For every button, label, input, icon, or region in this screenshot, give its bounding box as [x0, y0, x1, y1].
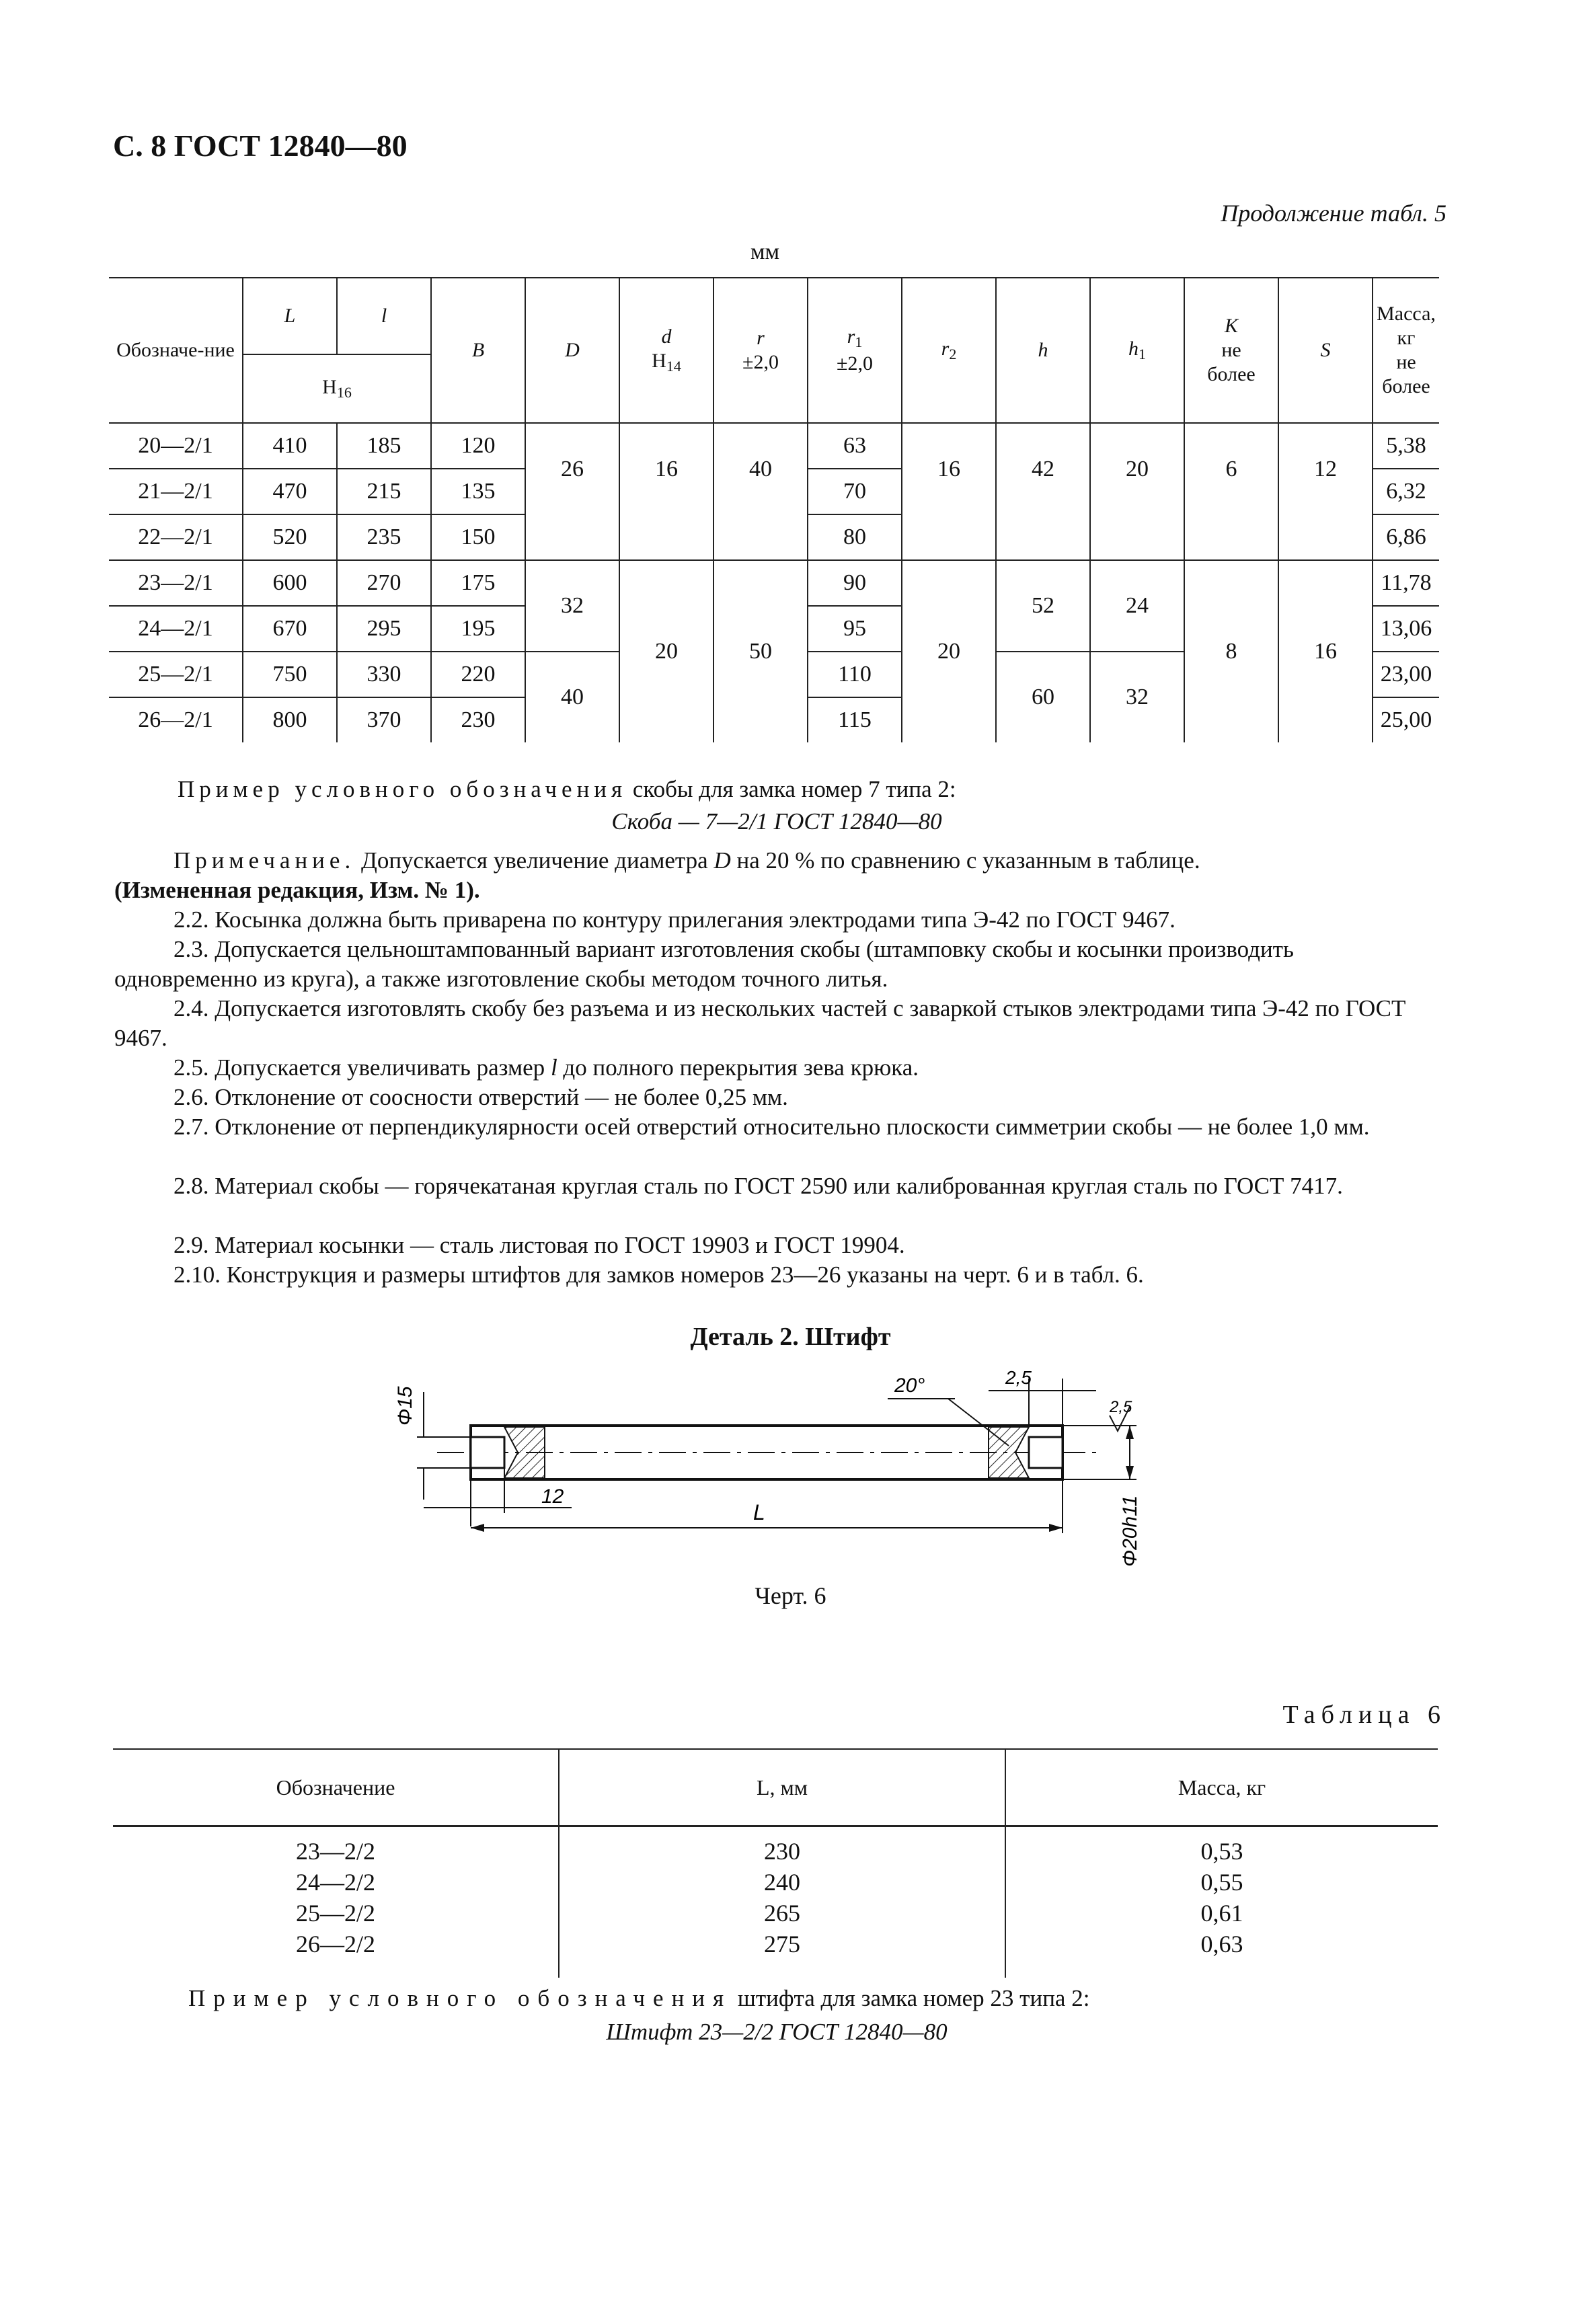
clause-2-5: 2.5. Допускается увеличивать размер l до полного перекрытия зева крюка.	[173, 1054, 919, 1081]
table-row: 23—2/2 230 0,53	[113, 1826, 1438, 1867]
clause-2-4: 2.4. Допускается изготовлять скобу без разъема и из нескольких частей с заваркой стыков электродами типа Э-42 по ГОСТ 9467.	[114, 995, 1406, 1051]
units-label: мм	[750, 239, 780, 264]
example-designation-2: Пример условного обозначения штифта для замка номер 23 типа 2:	[188, 1985, 1090, 2011]
clause-2-7: 2.7. Отклонение от перпендикулярности осей отверстий относительно плоскости симметрии скобы — не более 1,0 мм.	[173, 1114, 1370, 1140]
col-h1: $h_1$	[1090, 278, 1184, 423]
col-l: l	[337, 278, 431, 354]
col-mass: Масса, кг не более	[1373, 278, 1439, 423]
revision-note: (Измененная редакция, Изм. № 1).	[114, 877, 480, 903]
col-designation: Обозначе-ние	[109, 278, 243, 423]
clause-2-3: 2.3. Допускается цельноштампованный вариант изготовления скобы (штамповку скобы и косынки производить одновременно из круга), а также изготовление скобы методом точного литья.	[114, 936, 1294, 992]
example-designation-1-value: Скоба — 7—2/1 ГОСТ 12840—80	[611, 808, 942, 835]
clause-2-10: 2.10. Конструкция и размеры штифтов для замков номеров 23—26 указаны на черт. 6 и в табл. 6.	[173, 1262, 1144, 1288]
col-mass: Масса, кг	[1005, 1749, 1438, 1826]
col-K: K не более	[1184, 278, 1278, 423]
clause-2-9: 2.9. Материал косынки — сталь листовая по ГОСТ 19903 и ГОСТ 19904.	[173, 1232, 905, 1258]
left-hatch	[504, 1427, 545, 1478]
table-continuation-label: Продолжение табл. 5	[1221, 200, 1447, 227]
col-L: L	[243, 278, 337, 354]
clause-2-6: 2.6. Отклонение от соосности отверстий — не более 0,25 мм.	[173, 1084, 788, 1110]
table-row: 24—2/1 670 295 195 95 13,06	[109, 606, 1439, 652]
col-L: L, мм	[559, 1749, 1005, 1826]
col-S: S	[1278, 278, 1373, 423]
table-row: 25—2/2 265 0,61	[113, 1898, 1438, 1929]
clause-2-8: 2.8. Материал скобы — горячекатаная круглая сталь по ГОСТ 2590 или калиброванная круглая сталь по ГОСТ 7417.	[173, 1173, 1343, 1199]
table-row: 26—2/1 800 370 230 115 25,00	[109, 697, 1439, 742]
left-hole	[471, 1437, 504, 1468]
table-row: 26—2/2 275 0,63	[113, 1929, 1438, 1978]
note: Примечание. Допускается увеличение диаметра D на 20 % по сравнению с указанным в таблице.	[173, 847, 1200, 874]
table-row: 23—2/1 600 270 175 32 20 50 90 20 52 24 8 16 11,78	[109, 560, 1439, 606]
col-D: D	[525, 278, 619, 423]
drawing-title: Деталь 2. Штифт	[690, 1323, 891, 1351]
example-designation-2-value: Штифт 23—2/2 ГОСТ 12840—80	[606, 2019, 948, 2045]
clause-2-2: 2.2. Косынка должна быть приварена по контуру прилегания электродами типа Э-42 по ГОСТ 9467.	[173, 906, 1175, 933]
col-tolerance: $Н_{16}$	[243, 354, 431, 423]
dim-2-5-roughness: 2,5	[1110, 1398, 1132, 1416]
pin-drawing	[363, 1352, 1197, 1574]
dim-phi20: Φ20h11	[1119, 1495, 1141, 1567]
dim-L: L	[753, 1500, 765, 1524]
dim-phi15: Φ15	[394, 1386, 416, 1426]
col-r1: $r_1$ ±2,0	[808, 278, 902, 423]
page-header: С. 8 ГОСТ 12840—80	[113, 128, 408, 163]
table-6-label: Таблица 6	[1282, 1701, 1447, 1729]
table-row: 20—2/1 410 185 120 26 16 40 63 16 42 20 6 12 5,38	[109, 423, 1439, 469]
right-hole	[1029, 1437, 1063, 1468]
col-h: h	[996, 278, 1090, 423]
table-row: 22—2/1 520 235 150 80 6,86	[109, 514, 1439, 560]
table-5	[109, 277, 1439, 742]
table-6	[113, 1748, 1438, 1978]
table-row: 25—2/1 750 330 220 40 110 60 32 23,00	[109, 652, 1439, 697]
col-d: d $H_{14}$	[619, 278, 714, 423]
col-B: B	[431, 278, 525, 423]
table-row: 24—2/2 240 0,55	[113, 1867, 1438, 1898]
dim-2-5: 2,5	[1005, 1367, 1032, 1388]
col-designation: Обозначение	[113, 1749, 559, 1826]
example-designation-1: Пример условного обозначения скобы для замка номер 7 типа 2:	[178, 776, 956, 802]
col-r: r ±2,0	[714, 278, 808, 423]
dim-12: 12	[541, 1485, 564, 1508]
dim-angle: 20°	[894, 1374, 925, 1397]
col-r2: $r_2$	[902, 278, 996, 423]
drawing-caption: Черт. 6	[755, 1582, 826, 1609]
table-row: 21—2/1 470 215 135 70 6,32	[109, 469, 1439, 514]
